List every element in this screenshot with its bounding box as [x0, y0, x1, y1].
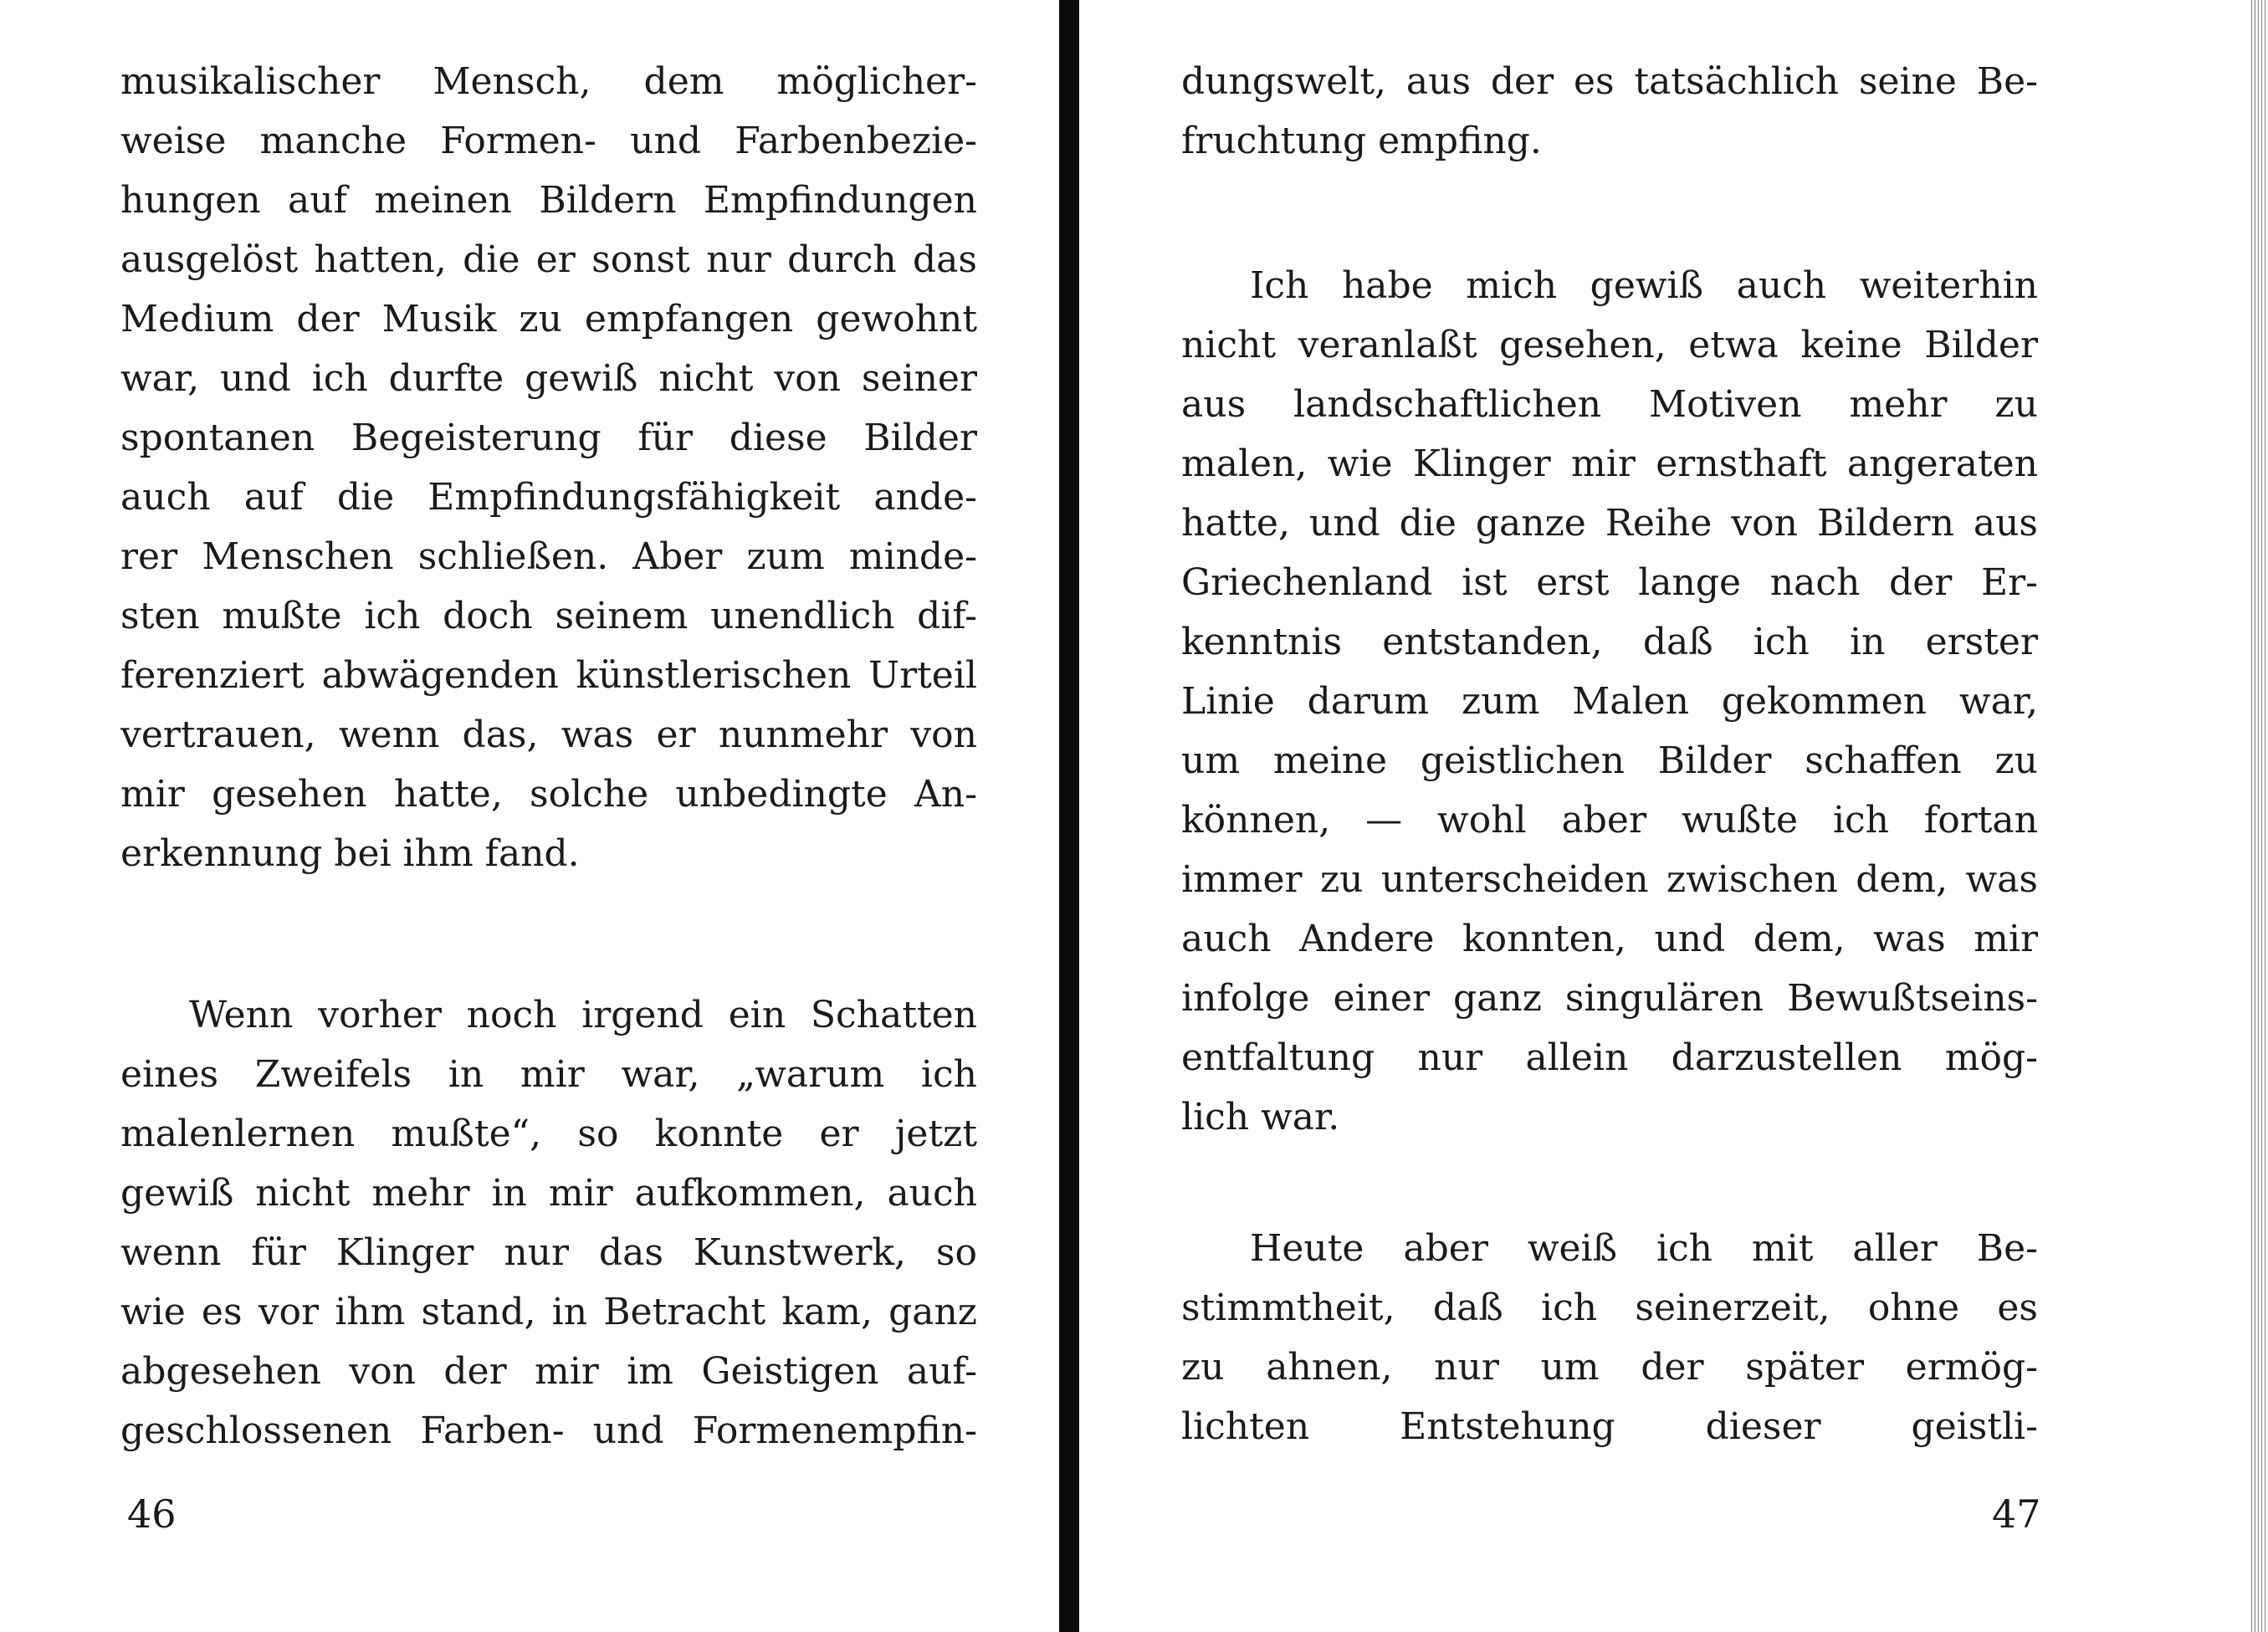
right-paragraph-2	[1181, 256, 2038, 1147]
text-line: fruchtung empfing.	[1181, 120, 1542, 162]
text-line: mir gesehen hatte, solche unbedingte An-	[120, 773, 977, 816]
text-line: rer Menschen schließen. Aber zum minde-	[120, 535, 977, 578]
text-line: dungswelt, aus der es tatsächlich seine Be-	[1181, 60, 2038, 103]
text-line: zu ahnen, nur um der später ermög-	[1181, 1346, 2038, 1389]
book-gutter	[1059, 0, 1079, 1632]
text-line: Ich habe mich gewiß auch weiterhin	[1250, 264, 2038, 307]
text-line: ferenziert abwägenden künstlerischen Urteil	[120, 654, 977, 697]
text-line: Medium der Musik zu empfangen gewohnt	[120, 298, 977, 340]
text-line: Griechenland ist erst lange nach der Er-	[1181, 561, 2038, 604]
page-number-right: 47	[1992, 1491, 2041, 1537]
text-line: sten mußte ich doch seinem unendlich dif-	[120, 595, 977, 637]
text-line: stimmtheit, daß ich seinerzeit, ohne es	[1181, 1287, 2038, 1329]
text-line: war, und ich durfte gewiß nicht von seiner	[120, 357, 977, 400]
text-line: musikalischer Mensch, dem möglicher-	[120, 60, 977, 103]
text-line: Heute aber weiß ich mit aller Be-	[1250, 1227, 2038, 1270]
left-page	[0, 0, 1059, 1632]
text-line: geschlossenen Farben- und Formenempfin-	[120, 1409, 977, 1452]
text-line: Wenn vorher noch irgend ein Schatten	[189, 994, 977, 1036]
page-number-left: 46	[127, 1491, 177, 1537]
text-line: malenlernen mußte“, so konnte er jetzt	[120, 1113, 977, 1155]
right-paragraph-1	[1181, 52, 2038, 171]
text-line: gewiß nicht mehr in mir aufkommen, auch	[120, 1172, 977, 1215]
left-paragraph-2	[120, 985, 977, 1461]
text-line: eines Zweifels in mir war, „warum ich	[120, 1053, 977, 1096]
text-line: abgesehen von der mir im Geistigen auf-	[120, 1350, 977, 1393]
text-line: ausgelöst hatten, die er sonst nur durch das	[120, 238, 977, 281]
text-line: malen, wie Klinger mir ernsthaft angeraten	[1181, 443, 2038, 485]
text-line: lichten Entstehung dieser geistli-	[1181, 1405, 2038, 1448]
text-line: um meine geistlichen Bilder schaffen zu	[1181, 739, 2038, 782]
text-line: weise manche Formen- und Farbenbezie-	[120, 120, 977, 162]
text-line: spontanen Begeisterung für diese Bilder	[120, 417, 977, 459]
text-line: Linie darum zum Malen gekommen war,	[1181, 680, 2038, 723]
text-line: entfaltung nur allein darzustellen mög-	[1181, 1036, 2038, 1079]
left-paragraph-1	[120, 52, 977, 883]
text-line: auch Andere konnten, und dem, was mir	[1181, 918, 2038, 960]
text-line: hungen auf meinen Bildern Empfindungen	[120, 179, 977, 222]
page-edge	[2249, 0, 2268, 1632]
text-line: auch auf die Empfindungsfähigkeit ande-	[120, 476, 977, 519]
text-line: vertrauen, wenn das, was er nunmehr von	[120, 714, 977, 756]
text-line: lich war.	[1181, 1096, 1340, 1138]
text-line: können, — wohl aber wußte ich fortan	[1181, 799, 2038, 842]
text-line: hatte, und die ganze Reihe von Bildern aus	[1181, 502, 2038, 545]
text-line: wenn für Klinger nur das Kunstwerk, so	[120, 1231, 977, 1274]
text-line: infolge einer ganz singulären Bewußtseins-	[1181, 977, 2038, 1020]
text-line: kenntnis entstanden, daß ich in erster	[1181, 621, 2038, 663]
text-line: immer zu unterscheiden zwischen dem, was	[1181, 858, 2038, 901]
text-line: wie es vor ihm stand, in Betracht kam, ganz	[120, 1291, 977, 1333]
text-line: aus landschaftlichen Motiven mehr zu	[1181, 383, 2038, 426]
right-page	[1079, 0, 2268, 1632]
text-line: erkennung bei ihm fand.	[120, 832, 580, 875]
text-line: nicht veranlaßt gesehen, etwa keine Bilder	[1181, 324, 2038, 366]
right-paragraph-3	[1181, 1219, 2038, 1456]
